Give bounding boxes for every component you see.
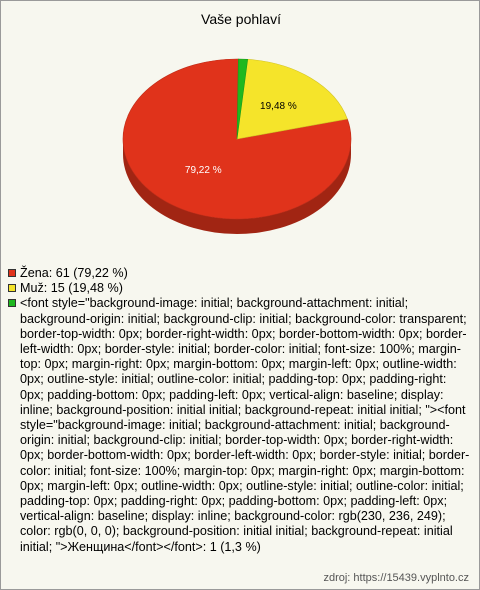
legend-swatch: [8, 299, 16, 307]
source-credit: zdroj: https://15439.vyplnto.cz: [323, 572, 469, 584]
legend: [7, 266, 473, 555]
legend-item: [7, 281, 473, 296]
legend-item: [7, 266, 473, 281]
legend-label: Muž: 15 (19,48 %): [20, 281, 123, 296]
legend-swatch: [8, 269, 16, 277]
legend-swatch: [8, 284, 16, 292]
chart-title: Vaše pohlaví: [201, 11, 281, 27]
pie-chart: [1, 1, 479, 261]
legend-label: Žena: 61 (79,22 %): [20, 266, 128, 280]
legend-item: [7, 296, 473, 554]
pie-label-0: 79,22 %: [184, 165, 222, 177]
pie-label-1: 19,48 %: [260, 100, 297, 112]
legend-label: <font style="background-image: initial; background-attachment: initial; background-origin: initial; background-clip: initial; background-color: transparent; border-top-width: 0px; border-right-width: 0px; border-bottom-width: 0px; border-left-width: 0px; border-style: initial; border-color: initial; font-size: 100%; margin-top: 0px; margin-right: 0px; margin-bottom: 0px; margin-left: 0px; outline-width: 0px; outline-style: initial; outline-color: initial; padding-top: 0px; padding-right: 0px; padding-bottom: 0px; padding-left: 0px; vertical-align: baseline; display: inline; background-position: initial initial; background-repeat: initial initial; "><font style="background-image: initial; background-attachment: initial; background-origin: initial; background-clip: initial; border-top-width: 0px; border-right-width: 0px; border-bottom-width: 0px; border-left-width: 0px; border-style: initial; border-color: initial; font-size: 100%; margin-top: 0px; margin-right: 0px; margin-bottom: 0px; margin-left: 0px; outline-width: 0px; outline-style: initial; outline-color: initial; padding-top: 0px; padding-right: 0px; padding-bottom: 0px; padding-left: 0px; vertical-align: baseline; display: inline; background-color: rgb(230, 236, 249); color: rgb(0, 0, 0); background-position: initial initial; background-repeat: initial initial; ">Женщина</font></font>: 1 (1,3 %): [20, 296, 470, 554]
